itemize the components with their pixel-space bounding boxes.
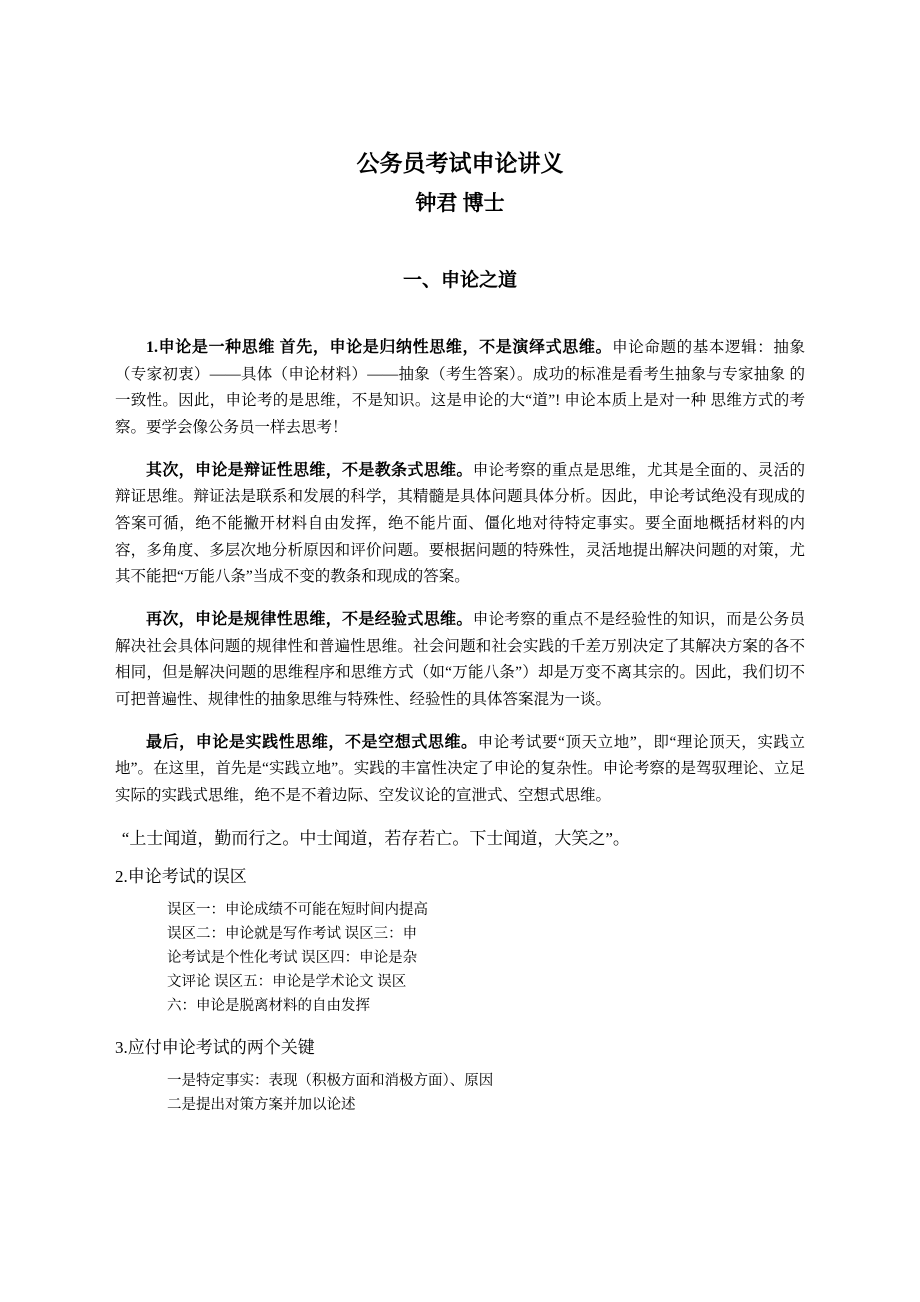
paragraph-2-lead: 其次，申论是辩证性思维，不是教条式思维。 <box>146 461 473 479</box>
misconception-line-3: 论考试是个性化考试 误区四：申论是杂 <box>167 950 418 967</box>
misconception-line-1: 误区一：申论成绩不可能在短时间内提高 <box>167 902 428 919</box>
misconceptions-list <box>167 899 805 1019</box>
paragraph-4-body: 申论考试要“顶天立地”，即“理论顶天，实践立地”。在这里，首先是“实践立地”。实践的丰富性决定了申论的复杂性。申论考察的是驾驭理论、立足实际的实践式思维，绝不是不着边际、空发议论的宣泄式、空想式思维。 <box>115 733 805 804</box>
misconception-line-2: 误区二：申论就是写作考试 误区三：申 <box>167 926 418 943</box>
keys-heading: 3.应付申论考试的两个关键 <box>115 1037 315 1057</box>
chapter-heading: 一、申论之道 <box>402 270 517 292</box>
paragraph-1-body: 申论命题的基本逻辑：抽象（专家初衷）——具体（申论材料）——抽象（考生答案）。成功的标准是看考生抽象与专家抽象 的一致性。因此，申论考的是思维，不是知识。这是申论的大“道”! 申论本质上是对一种 思维方式的考察。要学会像公务员一样去思考！ <box>115 339 805 437</box>
paragraph-4 <box>115 729 805 810</box>
key-line-1: 一是特定事实：表现（积极方面和消极方面）、原因 <box>167 1073 494 1090</box>
paragraph-1 <box>115 334 805 442</box>
paragraph-2-body: 申论考察的重点是思维，尤其是全面的、灵活的辩证思维。辩证法是联系和发展的科学，其精髓是具体问题具体分析。因此，申论考试绝没有现成的答案可循，绝不能撇开材料自由发挥，绝不能片面、僵化地对待特定事实。要全面地概括材料的内容，多角度、多层次地分析原因和评价问题。要根据问题的特殊性，灵活地提出解决问题的对策，尤其不能把“万能八条”当成不变的教条和现成的答案。 <box>115 461 805 586</box>
document-author: 钟君 博士 <box>415 191 505 216</box>
misconception-line-5: 六：申论是脱离材料的自由发挥 <box>167 997 370 1014</box>
keys-list <box>167 1070 805 1118</box>
paragraph-3 <box>115 606 805 714</box>
paragraph-2 <box>115 457 805 591</box>
paragraph-4-lead: 最后，申论是实践性思维，不是空想式思维。 <box>146 733 478 751</box>
paragraph-1-lead: 1.申论是一种思维 首先，申论是归纳性思维，不是演绎式思维。 <box>146 339 613 357</box>
document-title: 公务员考试申论讲义 <box>356 151 564 176</box>
paragraph-3-body: 申论考察的重点不是经验性的知识，而是公务员解决社会具体问题的规律性和普遍性思维。社会问题和社会实践的千差万别决定了其解决方案的各不相同，但是解决问题的思维程序和思维方式（如“万能八条”）却是万变不离其宗的。因此，我们切不可把普遍性、规律性的抽象思维与特殊性、经验性的具体答案混为一谈。 <box>115 610 805 708</box>
misconceptions-heading: 2.申论考试的误区 <box>115 866 247 886</box>
misconception-line-4: 文评论 误区五：申论是学术论文 误区 <box>167 974 407 991</box>
key-line-2: 二是提出对策方案并加以论述 <box>167 1097 356 1114</box>
paragraph-3-lead: 再次，申论是规律性思维，不是经验式思维。 <box>146 610 473 628</box>
dao-quote: “上士闻道，勤而行之。中士闻道，若存若亡。下士闻道，大笑之”。 <box>121 828 630 848</box>
